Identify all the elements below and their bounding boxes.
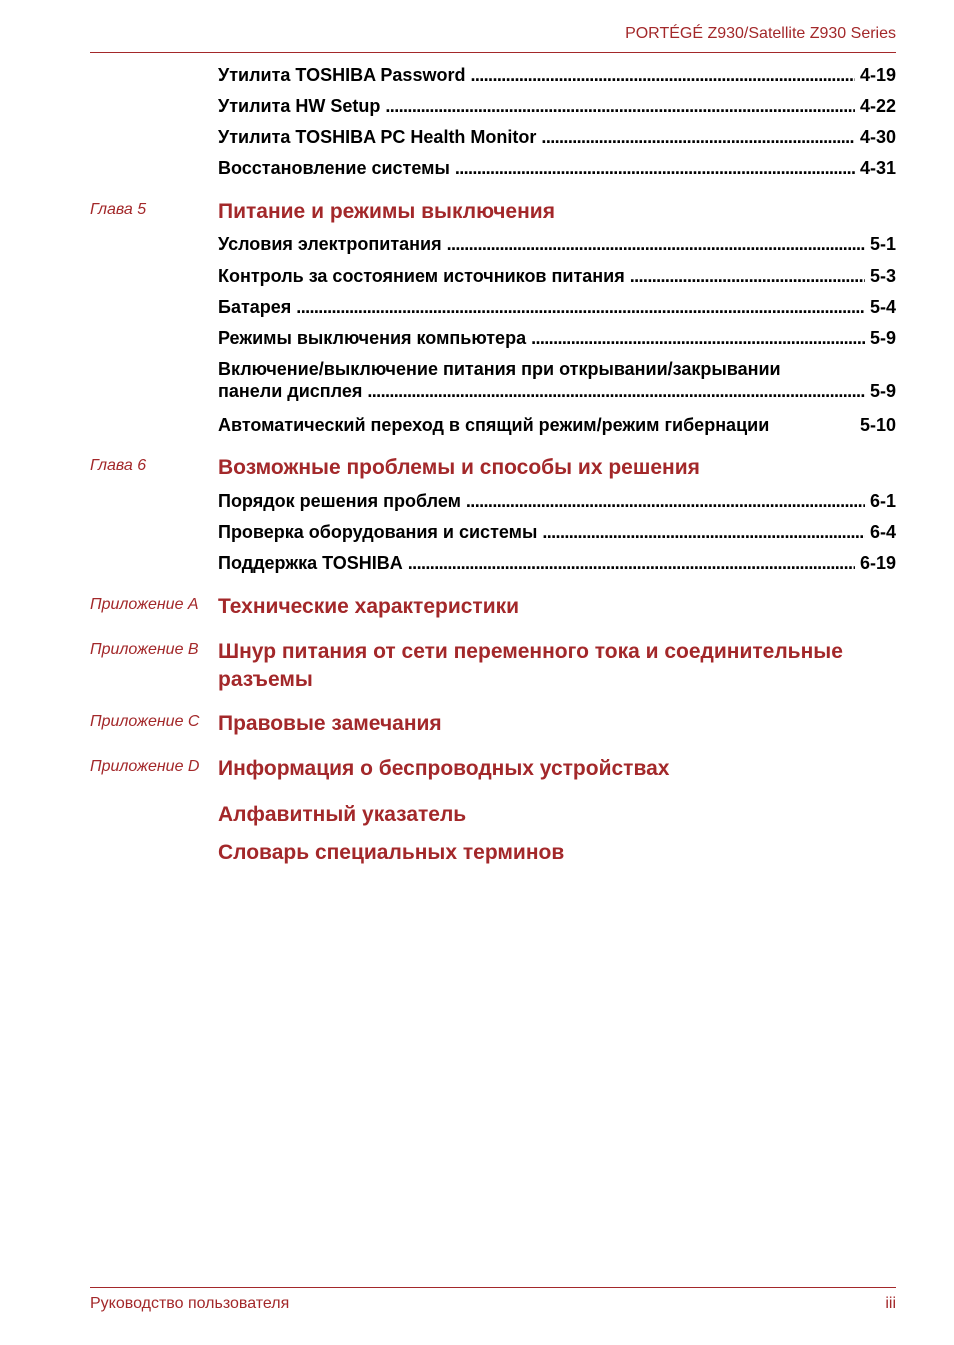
toc-entry-title-line1: Включение/выключение питания при открывании/закрывании bbox=[218, 359, 781, 379]
glossary-title[interactable]: Словарь специальных терминов bbox=[218, 841, 565, 864]
toc-entry-hw-setup[interactable] bbox=[218, 95, 896, 117]
appendix-a-label: Приложение A bbox=[90, 596, 199, 613]
index-title[interactable]: Алфавитный указатель bbox=[218, 803, 467, 826]
appendix-c-title[interactable]: Правовые замечания bbox=[218, 712, 442, 735]
dot-leader bbox=[408, 552, 855, 574]
dot-leader bbox=[470, 64, 855, 86]
toc-entry-page: 4-31 bbox=[859, 158, 896, 178]
appendix-d-title[interactable]: Информация о беспроводных устройствах bbox=[218, 757, 670, 780]
toc-entry-pc-health-monitor[interactable] bbox=[218, 126, 896, 148]
appendix-a-title[interactable]: Технические характеристики bbox=[218, 595, 520, 618]
toc-entry-toshiba-password[interactable] bbox=[218, 64, 896, 86]
chapter-6-label: Глава 6 bbox=[90, 457, 147, 474]
appendix-b-title[interactable]: Шнур питания от сети переменного тока и соединительные разъемы bbox=[218, 640, 843, 691]
dot-leader bbox=[447, 233, 865, 255]
dot-leader bbox=[385, 95, 855, 117]
chapter-5-label: Глава 5 bbox=[90, 201, 147, 218]
toc-entry-title: Утилита HW Setup bbox=[218, 96, 381, 116]
dot-leader bbox=[542, 521, 865, 543]
toc-entry-title-line2: панели дисплея bbox=[218, 381, 363, 401]
toc-entry-page: 6-4 bbox=[869, 522, 896, 542]
toc-entry-auto-sleep-hibernate[interactable] bbox=[218, 414, 896, 436]
toc-entry-page: 5-9 bbox=[869, 381, 896, 401]
toc-entry-page: 4-30 bbox=[859, 127, 896, 147]
toc-entry-system-recovery[interactable] bbox=[218, 157, 896, 179]
dot-leader bbox=[630, 265, 865, 287]
toc-entry-shutdown-modes[interactable] bbox=[218, 327, 896, 349]
toc-entry-title: Порядок решения проблем bbox=[218, 491, 461, 511]
toc-entry-title: Автоматический переход в спящий режим/режим гибернации bbox=[218, 415, 770, 435]
dot-leader bbox=[466, 490, 865, 512]
toc-entry-troubleshooting-order[interactable] bbox=[218, 490, 896, 512]
toc-entry-title: Восстановление системы bbox=[218, 158, 450, 178]
toc-entry-title-line2-row bbox=[218, 380, 896, 402]
toc-entry-title: Батарея bbox=[218, 297, 292, 317]
toc-entry-title: Проверка оборудования и системы bbox=[218, 522, 538, 542]
chapter-5-title[interactable]: Питание и режимы выключения bbox=[218, 200, 555, 223]
toc-entry-toshiba-support[interactable] bbox=[218, 552, 896, 574]
appendix-d-label: Приложение D bbox=[90, 758, 200, 775]
appendix-c-label: Приложение C bbox=[90, 713, 200, 730]
footer-page-number: iii bbox=[885, 1295, 896, 1312]
toc-entry-page: 6-1 bbox=[869, 491, 896, 511]
toc-entry-title: Условия электропитания bbox=[218, 234, 442, 254]
toc-entry-title: Контроль за состоянием источников питания bbox=[218, 266, 625, 286]
toc-entry-title: Поддержка TOSHIBA bbox=[218, 553, 403, 573]
toc-entry-page: 6-19 bbox=[859, 553, 896, 573]
toc-entry-page: 5-1 bbox=[869, 234, 896, 254]
toc-entry-power-monitoring[interactable] bbox=[218, 265, 896, 287]
toc-entry-hardware-check[interactable] bbox=[218, 521, 896, 543]
header-rule bbox=[90, 52, 896, 53]
toc-entry-page: 4-19 bbox=[859, 65, 896, 85]
dot-leader bbox=[367, 380, 865, 402]
dot-leader bbox=[296, 296, 865, 318]
appendix-b-label: Приложение B bbox=[90, 641, 199, 658]
toc-entry-page: 5-10 bbox=[859, 415, 896, 435]
footer-rule bbox=[90, 1287, 896, 1288]
toc-entry-power-conditions[interactable] bbox=[218, 233, 896, 255]
chapter-6-title[interactable]: Возможные проблемы и способы их решения bbox=[218, 456, 700, 479]
toc-entry-title: Утилита TOSHIBA Password bbox=[218, 65, 466, 85]
toc-entry-page: 5-3 bbox=[869, 266, 896, 286]
toc-entry-title: Режимы выключения компьютера bbox=[218, 328, 527, 348]
dot-leader bbox=[455, 157, 855, 179]
toc-entry-page: 5-9 bbox=[869, 328, 896, 348]
dot-leader bbox=[531, 327, 865, 349]
running-header-title: PORTÉGÉ Z930/Satellite Z930 Series bbox=[625, 25, 896, 42]
footer-manual-title: Руководство пользователя bbox=[90, 1295, 290, 1312]
toc-entry-page: 5-4 bbox=[869, 297, 896, 317]
toc-entry-page: 4-22 bbox=[859, 96, 896, 116]
toc-entry-panel-power-on-off[interactable] bbox=[218, 358, 896, 402]
toc-entry-title: Утилита TOSHIBA PC Health Monitor bbox=[218, 127, 537, 147]
dot-leader bbox=[541, 126, 855, 148]
toc-entry-battery[interactable] bbox=[218, 296, 896, 318]
